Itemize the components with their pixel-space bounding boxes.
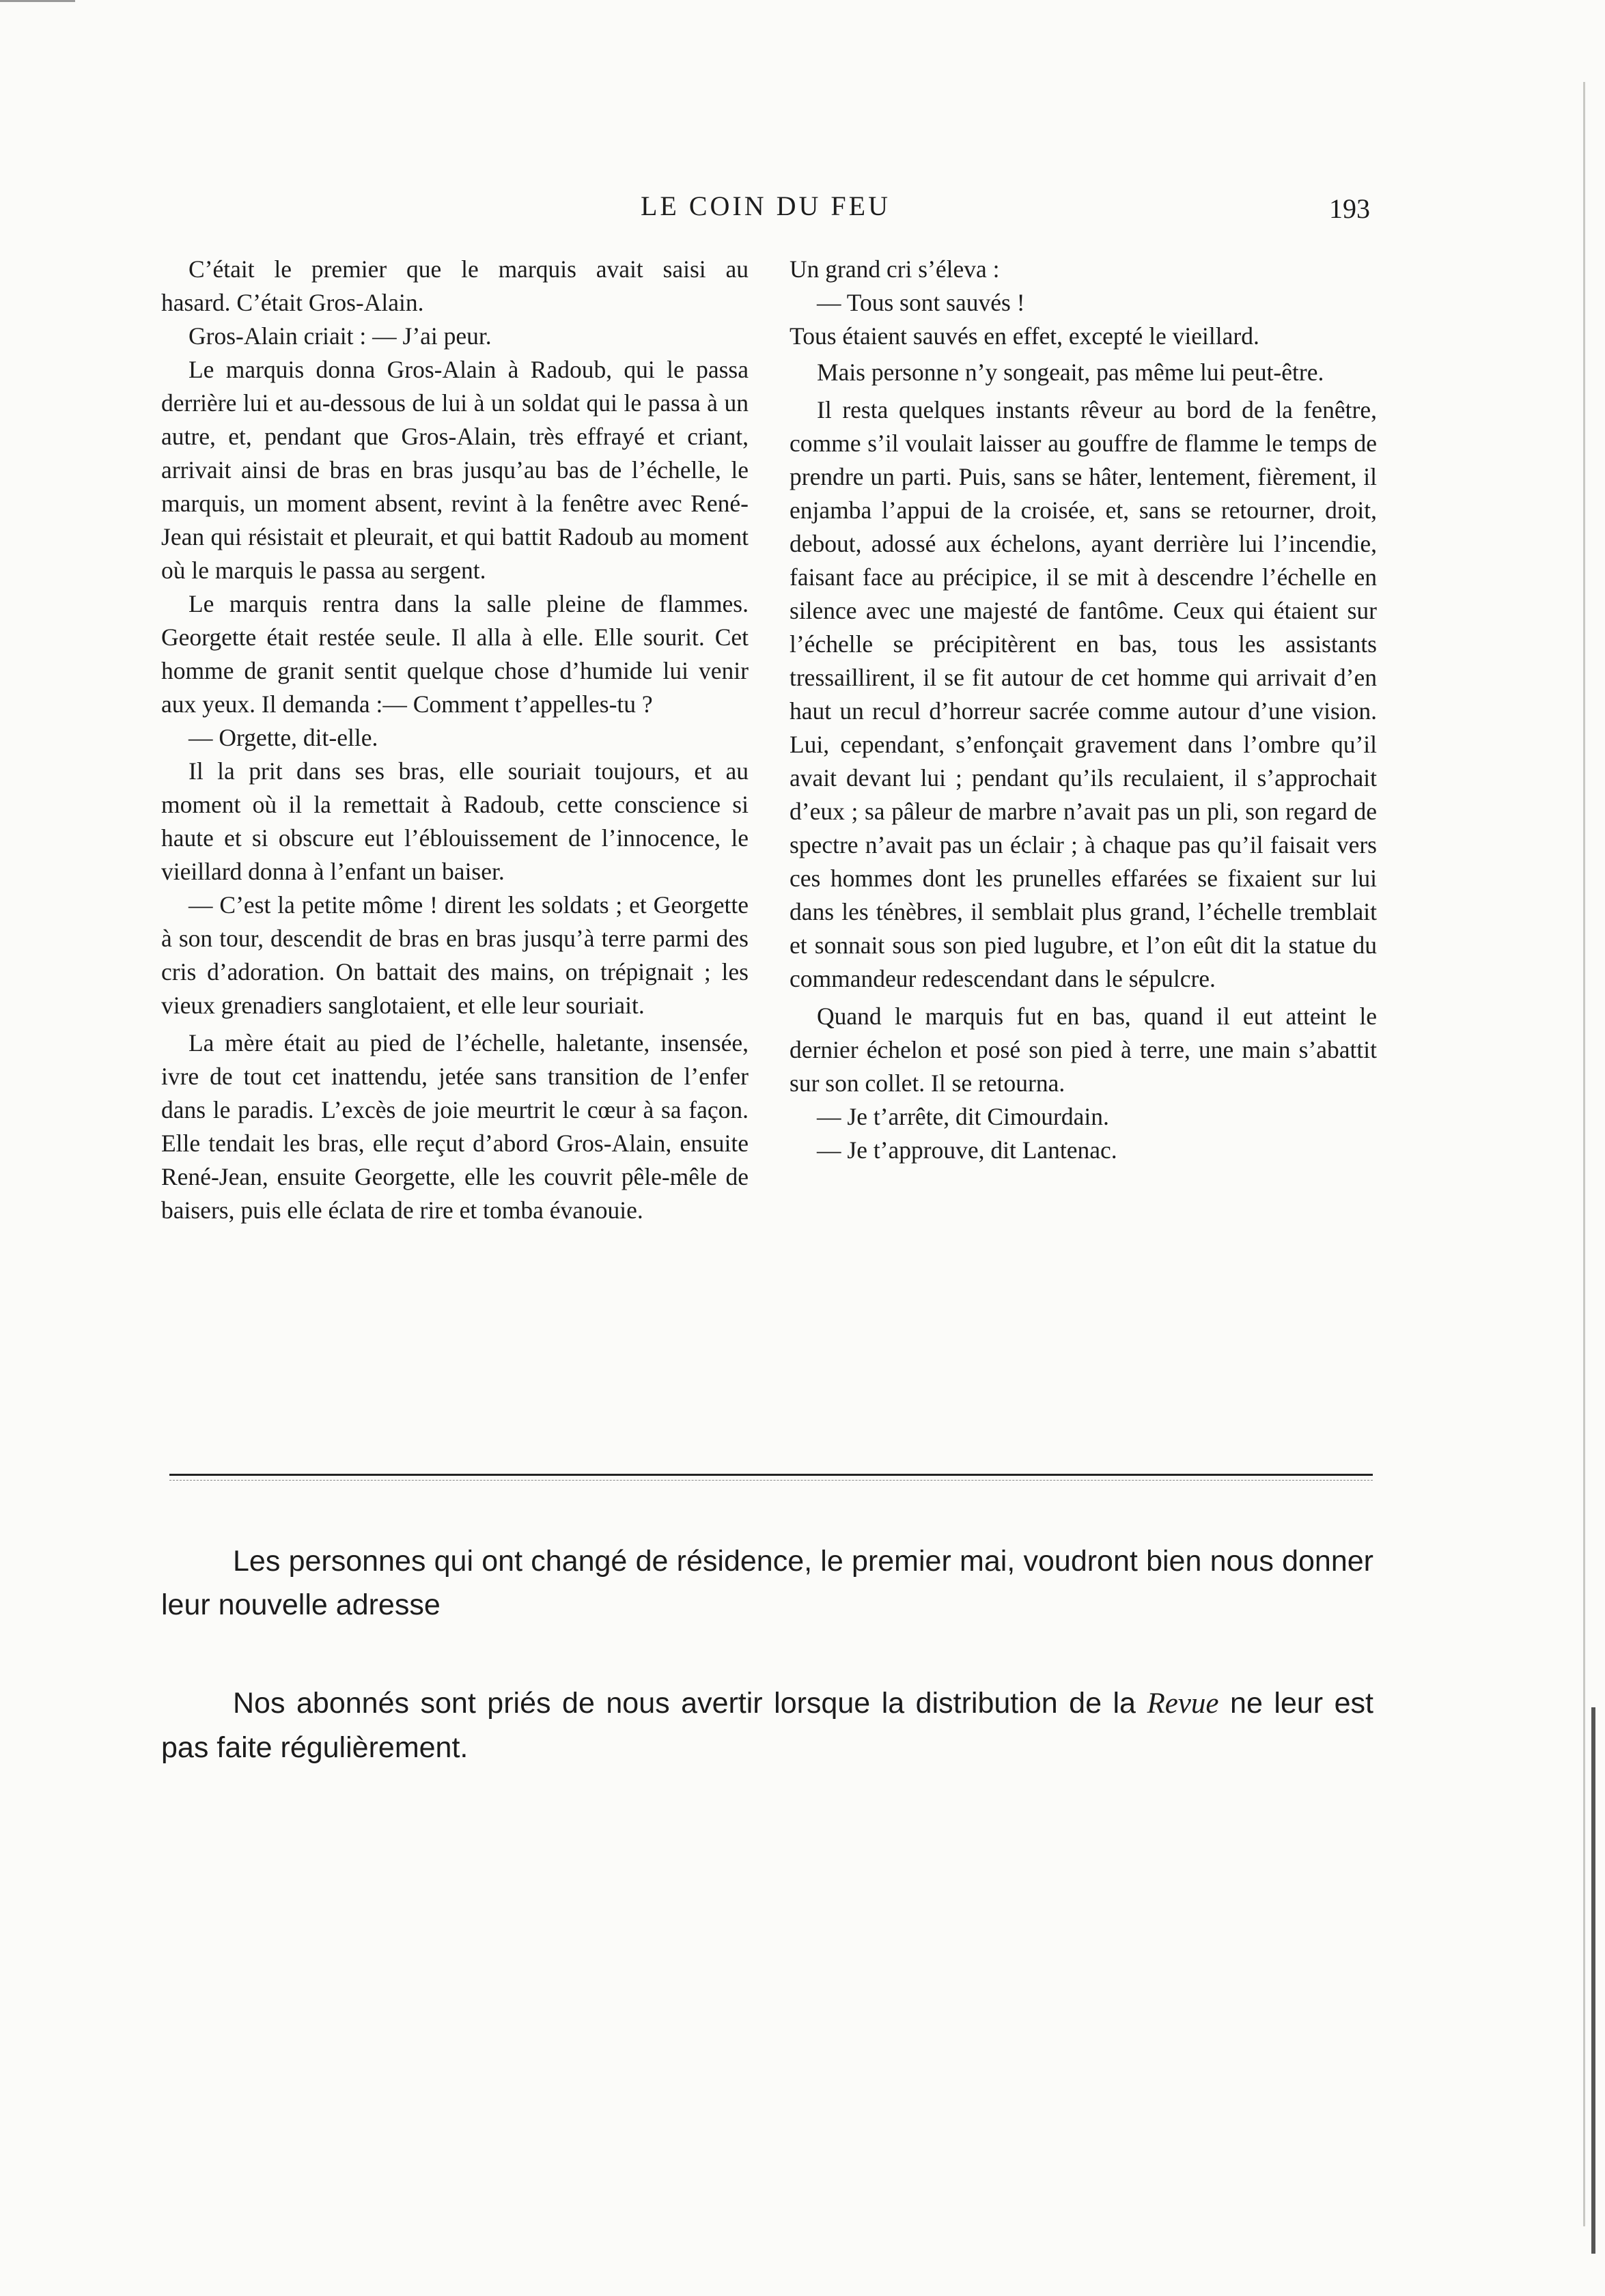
- section-divider: [169, 1474, 1373, 1476]
- left-column: [161, 253, 749, 1227]
- paragraph: Quand le marquis fut en bas, quand il eut atteint le dernier échelon et posé son pied à terre, une main s’abattit sur son collet. Il se retourna.: [790, 1003, 1377, 1097]
- section-divider-thin: [169, 1480, 1373, 1481]
- paragraph: Mais personne n’y songeait, pas même lui peut-être.: [817, 359, 1324, 386]
- running-head: [161, 190, 1370, 224]
- notice-text: Nos abonnés sont priés de nous avertir lorsque la distribution de la: [233, 1687, 1147, 1720]
- paragraph: Le marquis donna Gros-Alain à Radoub, qui le passa derrière lui et au-dessous de lui à un soldat qui le passa à un autre, et, pendant que Gros-Alain, très effrayé et criant, arrivait ainsi de bras en bras jusqu’au bas de l’échelle, le marquis, un moment absent, revint à la fenêtre avec René-Jean qui résistait et pleurait, et qui battit Radoub au moment où le marquis le passa au sergent.: [161, 356, 749, 584]
- paragraph: — Je t’approuve, dit Lantenac.: [817, 1136, 1117, 1164]
- paragraph: Il resta quelques instants rêveur au bord de la fenêtre, comme s’il voulait laisser au gouffre de flamme le temps de prendre un parti. Puis, sans se hâter, lentement, fièrement, il enjamba l’appui de la croisée, et, sans se retourner, droit, debout, adossé aux échelons, ayant derrière lui l’incendie, faisant face au précipice, il se mit à descendre l’échelle en silence avec une majesté de fantôme. Ceux qui étaient sur l’échelle se précipitèrent en bas, tous les assistants tressaillirent, il se fit autour de cet homme qui arrivait d’en haut un recul d’horreur sacrée comme autour d’une vision. Lui, cependant, s’enfonçait gravement dans l’ombre qu’il avait devant lui ; pendant qu’ils reculaient, il s’approchait d’eux ; sa pâleur de marbre n’avait pas un pli, son regard de spectre n’avait pas un éclair ; à chaque pas qu’il faisait vers ces hommes dont les prunelles effarées se fixaient sur lui dans les ténèbres, il semblait plus grand, l’échelle tremblait et sonnait sous son pied lugubre, et l’on eût dit la statue du commandeur redescendant dans le sépulcre.: [790, 396, 1377, 992]
- revue-title: Revue: [1147, 1688, 1219, 1720]
- running-title: LE COIN DU FEU: [641, 191, 891, 221]
- paragraph: — Tous sont sauvés !: [817, 289, 1025, 316]
- paragraph: — C’est la petite môme ! dirent les soldats ; et Georgette à son tour, descendit de bras en bras jusqu’à terre parmi des cris d’adoration. On battait des mains, on trépignait ; les vieux grenadiers sanglotaient, et elle leur souriait.: [161, 891, 749, 1019]
- right-column: [790, 253, 1377, 1227]
- paragraph: La mère était au pied de l’échelle, haletante, insensée, ivre de tout cet inattendu, jetée sans transition de l’enfer dans le paradis. L’excès de joie meurtrit le cœur à sa façon. Elle tendait les bras, elle reçut d’abord Gros-Alain, ensuite René-Jean, ensuite Georgette, elle les couvrit pêle-mêle de baisers, puis elle éclata de rire et tomba évanouie.: [161, 1029, 749, 1224]
- text-columns: [161, 253, 1377, 1227]
- notice-address-change: Les personnes qui ont changé de résidence, le premier mai, voudront bien nous donner leur nouvelle adresse: [161, 1545, 1373, 1621]
- notice-text: ne leur est pas faite régulièrement.: [161, 1687, 1373, 1764]
- scan-edge-mark: [1591, 1707, 1595, 2254]
- paragraph: Tous étaient sauvés en effet, excepté le vieillard.: [790, 322, 1259, 350]
- paragraph: C’était le premier que le marquis avait saisi au: [189, 255, 749, 283]
- paragraph: Le marquis rentra dans la salle pleine de flammes. Georgette était restée seule. Il alla à elle. Elle sourit. Cet homme de granit sentit quelque chose d’humide lui venir aux yeux. Il demanda :— Comment t’appelles-tu ?: [161, 590, 749, 718]
- paragraph: — Je t’arrête, dit Cimourdain.: [817, 1103, 1109, 1130]
- paragraph: hasard. C’était Gros-Alain.: [161, 289, 424, 316]
- paragraph: — Orgette, dit-elle.: [189, 724, 378, 751]
- page-number: 193: [1329, 193, 1370, 224]
- paragraph: Il la prit dans ses bras, elle souriait toujours, et au moment où il la remettait à Radoub, cette conscience si haute et si obscure eut l’éblouissement de l’innocence, le vieillard donna à l’enfant un baiser.: [161, 757, 749, 885]
- paragraph: Un grand cri s’éleva :: [790, 255, 1000, 283]
- scan-edge-mark: [1583, 82, 1585, 2226]
- paragraph: Gros-Alain criait : — J’ai peur.: [189, 322, 492, 350]
- scan-corner-mark: [0, 0, 75, 2]
- notice-distribution: [161, 1681, 1373, 1769]
